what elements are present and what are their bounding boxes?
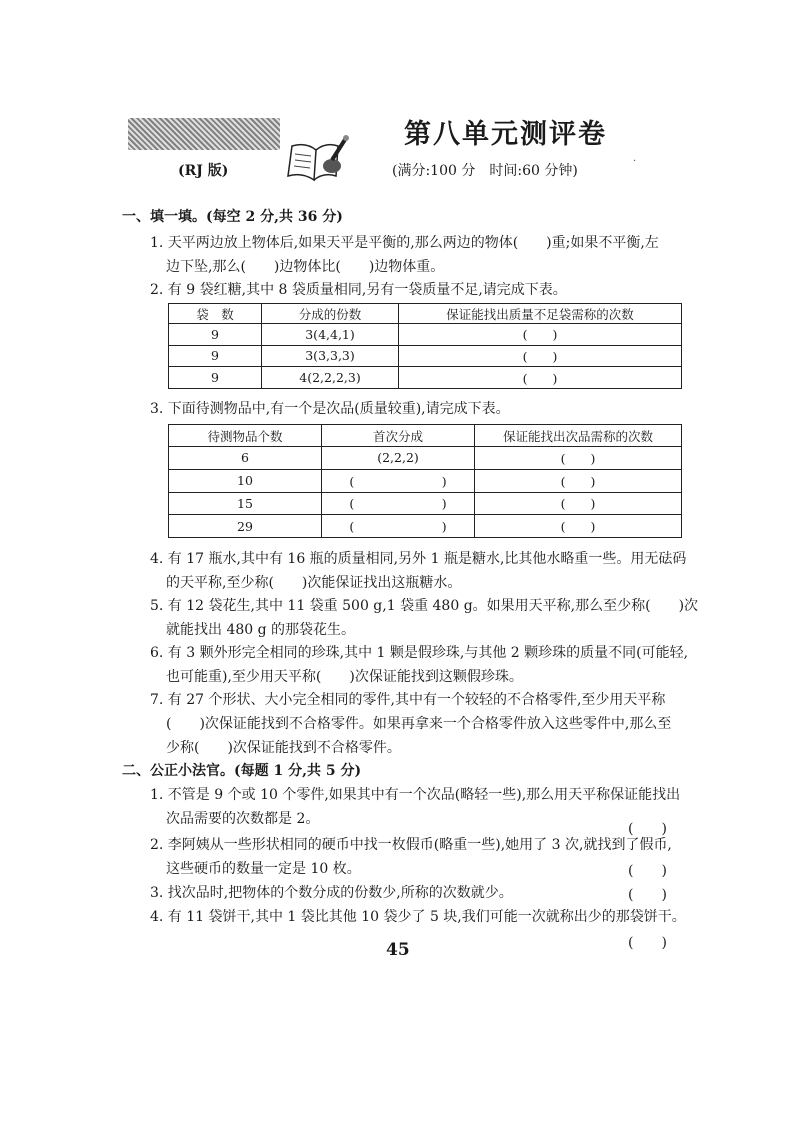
table-cell: 9 <box>169 367 262 389</box>
table-defective-items <box>168 424 682 538</box>
table-cell: 9 <box>169 324 262 346</box>
answer-blank[interactable]: ( ) <box>399 324 682 346</box>
book-pencil-illustration <box>282 132 354 184</box>
q5-text-line2: 就能找出 480 g 的那袋花生。 <box>166 622 356 638</box>
page-number: 45 <box>386 940 410 960</box>
answer-blank[interactable]: ( ) <box>322 515 475 538</box>
answer-blank[interactable]: ( ) <box>475 492 682 515</box>
col-header: 袋 数 <box>169 304 262 324</box>
table-cell: 9 <box>169 345 262 367</box>
tf-q1-answer[interactable]: ( ) <box>628 821 667 837</box>
exam-info: (满分:100 分 时间:60 分钟) <box>392 163 578 179</box>
table-cell: (2,2,2) <box>322 447 475 470</box>
tf-q3-answer[interactable]: ( ) <box>628 887 667 903</box>
table-cell: 29 <box>169 515 322 538</box>
table-cell: 15 <box>169 492 322 515</box>
col-header: 待测物品个数 <box>169 425 322 447</box>
table-cell: 4(2,2,2,3) <box>262 367 399 389</box>
q4-text-line2: 的天平称,至少称( )次能保证找出这瓶糖水。 <box>166 575 462 591</box>
tf-q3-text: 3. 找次品时,把物体的个数分成的份数少,所称的次数就少。 <box>150 885 513 901</box>
answer-blank[interactable]: ( ) <box>322 469 475 492</box>
table-sugar-bags <box>168 303 682 389</box>
q1-text-line2: 边下坠,那么( )边物体比( )边物体重。 <box>166 259 445 275</box>
answer-blank[interactable]: ( ) <box>475 515 682 538</box>
answer-blank[interactable]: ( ) <box>475 469 682 492</box>
tf-q4-answer[interactable]: ( ) <box>628 935 667 951</box>
q4-text-line1: 4. 有 17 瓶水,其中有 16 瓶的质量相同,另外 1 瓶是糖水,比其他水略重一些。用无砝码 <box>150 551 687 567</box>
header-stamp <box>128 118 280 150</box>
col-header: 分成的份数 <box>262 304 399 324</box>
table-cell: 3(3,3,3) <box>262 345 399 367</box>
section1-heading: 一、填一填。(每空 2 分,共 36 分) <box>122 209 343 225</box>
col-header: 保证能找出质量不足袋需称的次数 <box>399 304 682 324</box>
q2-text: 2. 有 9 袋红糖,其中 8 袋质量相同,另有一袋质量不足,请完成下表。 <box>150 282 567 298</box>
tf-q2-text-line1: 2. 李阿姨从一些形状相同的硬币中找一枚假币(略重一些),她用了 3 次,就找到了假币, <box>150 837 672 853</box>
q5-text-line1: 5. 有 12 袋花生,其中 11 袋重 500 g,1 袋重 480 g。如果用天平称,那么至少称( )次 <box>150 598 699 614</box>
q7-text-line3: 少称( )次保证能找到不合格零件。 <box>166 740 401 756</box>
table-cell: 3(4,4,1) <box>262 324 399 346</box>
section2-heading: 二、公正小法官。(每题 1 分,共 5 分) <box>122 763 362 779</box>
page-title: 第八单元测评卷 <box>404 119 607 150</box>
answer-blank[interactable]: ( ) <box>399 345 682 367</box>
q6-text-line2: 也可能重),至少用天平称( )次保证能找到这颗假珍珠。 <box>166 669 523 685</box>
tf-q4-text: 4. 有 11 袋饼干,其中 1 袋比其他 10 袋少了 5 块,我们可能一次就称出少的那袋饼干。 <box>150 909 686 925</box>
q1-text-line1: 1. 天平两边放上物体后,如果天平是平衡的,那么两边的物体( )重;如果不平衡,左 <box>150 235 659 251</box>
col-header: 保证能找出次品需称的次数 <box>475 425 682 447</box>
q3-text: 3. 下面待测物品中,有一个是次品(质量较重),请完成下表。 <box>150 401 510 417</box>
q7-text-line1: 7. 有 27 个形状、大小完全相同的零件,其中有一个较轻的不合格零件,至少用天平称 <box>150 692 666 708</box>
tf-q2-text-line2: 这些硬币的数量一定是 10 枚。 <box>166 861 361 877</box>
q6-text-line1: 6. 有 3 颗外形完全相同的珍珠,其中 1 颗是假珍珠,与其他 2 颗珍珠的质量不同(可能轻, <box>150 645 689 661</box>
answer-blank[interactable]: ( ) <box>322 492 475 515</box>
table-cell: 10 <box>169 469 322 492</box>
scan-mark: · <box>633 156 637 167</box>
table-cell: 6 <box>169 447 322 470</box>
col-header: 首次分成 <box>322 425 475 447</box>
edition-label: (RJ 版) <box>178 163 229 179</box>
tf-q2-answer[interactable]: ( ) <box>628 863 667 879</box>
answer-blank[interactable]: ( ) <box>399 367 682 389</box>
tf-q1-text-line1: 1. 不管是 9 个或 10 个零件,如果其中有一个次品(略轻一些),那么用天平称保证能找出 <box>150 787 681 803</box>
q7-text-line2: ( )次保证能找到不合格零件。如果再拿来一个合格零件放入这些零件中,那么至 <box>166 716 672 732</box>
tf-q1-text-line2: 次品需要的次数都是 2。 <box>166 811 320 827</box>
answer-blank[interactable]: ( ) <box>475 447 682 470</box>
